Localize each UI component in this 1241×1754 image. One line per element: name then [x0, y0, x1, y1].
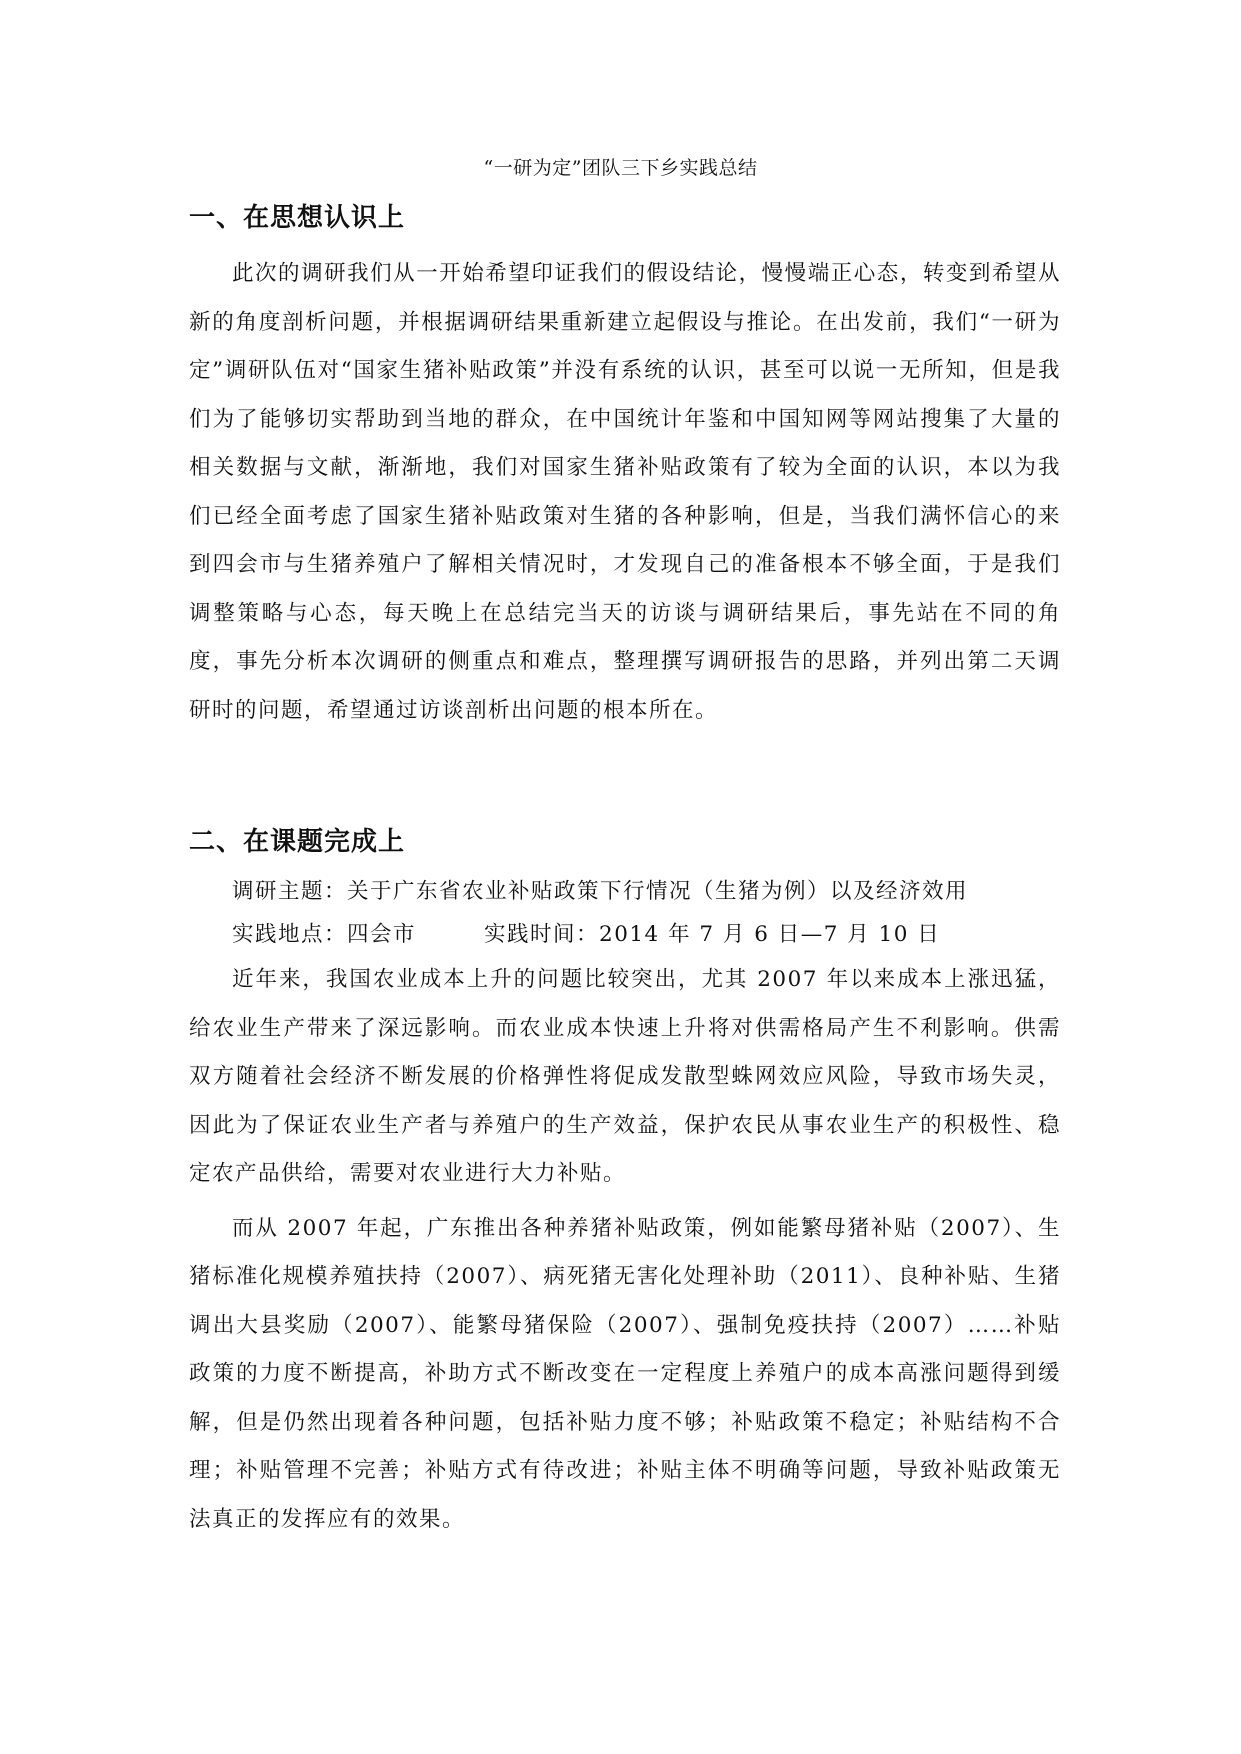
- section-topic-completion: [189, 822, 1061, 1544]
- practice-time: 实践时间：2014 年 7 月 6 日—7 月 10 日: [484, 922, 941, 947]
- section-ideology: [189, 198, 1061, 735]
- practice-place-time-line: [189, 913, 1061, 956]
- section-heading: 一、在思想认识上: [189, 203, 406, 233]
- section-paragraph: 近年来，我国农业成本上升的问题比较突出，尤其 2007 年以来成本上涨迅猛，给农业生产带来了深远影响。而农业成本快速上升将对供需格局产生不利影响。供需双方随着社会经济不断发展的价格弹性将促成发散型蛛网效应风险，导致市场失灵，因此为了保证农业生产者与养殖户的生产效益，保护农民从事农业生产的积极性、稳定农产品供给，需要对农业进行大力补贴。: [189, 967, 1061, 1186]
- research-topic-line: 调研主题：关于广东省农业补贴政策下行情况（生猪为例）以及经济效用: [232, 879, 969, 904]
- document-title: “一研为定”团队三下乡实践总结: [483, 157, 758, 179]
- section-paragraph: 此次的调研我们从一开始希望印证我们的假设结论，慢慢端正心态，转变到希望从新的角度剖析问题，并根据调研结果重新建立起假设与推论。在出发前，我们“一研为定”调研队伍对“国家生猪补贴政策”并没有系统的认识，甚至可以说一无所知，但是我们为了能够切实帮助到当地的群众，在中国统计年鉴和中国知网等网站搜集了大量的相关数据与文献，渐渐地，我们对国家生猪补贴政策有了较为全面的认识，本以为我们已经全面考虑了国家生猪补贴政策对生猪的各种影响，但是，当我们满怀信心的来到四会市与生猪养殖户了解相关情况时，才发现自己的准备根本不够全面，于是我们调整策略与心态，每天晚上在总结完当天的访谈与调研结果后，事先站在不同的角度，事先分析本次调研的侧重点和难点，整理撰写调研报告的思路，并列出第二天调研时的问题，希望通过访谈剖析出问题的根本所在。: [189, 261, 1061, 723]
- section-heading: 二、在课题完成上: [189, 827, 406, 857]
- practice-location: 实践地点：四会市: [232, 922, 417, 947]
- section-paragraph: 而从 2007 年起，广东推出各种养猪补贴政策，例如能繁母猪补贴（2007）、生猪标准化规模养殖扶持（2007）、病死猪无害化处理补助（2011）、良种补贴、生猪调出大县奖励（2007）、能繁母猪保险（2007）、强制免疫扶持（2007）……补贴政策的力度不断提高，补助方式不断改变在一定程度上养殖户的成本高涨问题得到缓解，但是仍然出现着各种问题，包括补贴力度不够；补贴政策不稳定；补贴结构不合理；补贴管理不完善；补贴方式有待改进；补贴主体不明确等问题，导致补贴政策无法真正的发挥应有的效果。: [189, 1215, 1061, 1532]
